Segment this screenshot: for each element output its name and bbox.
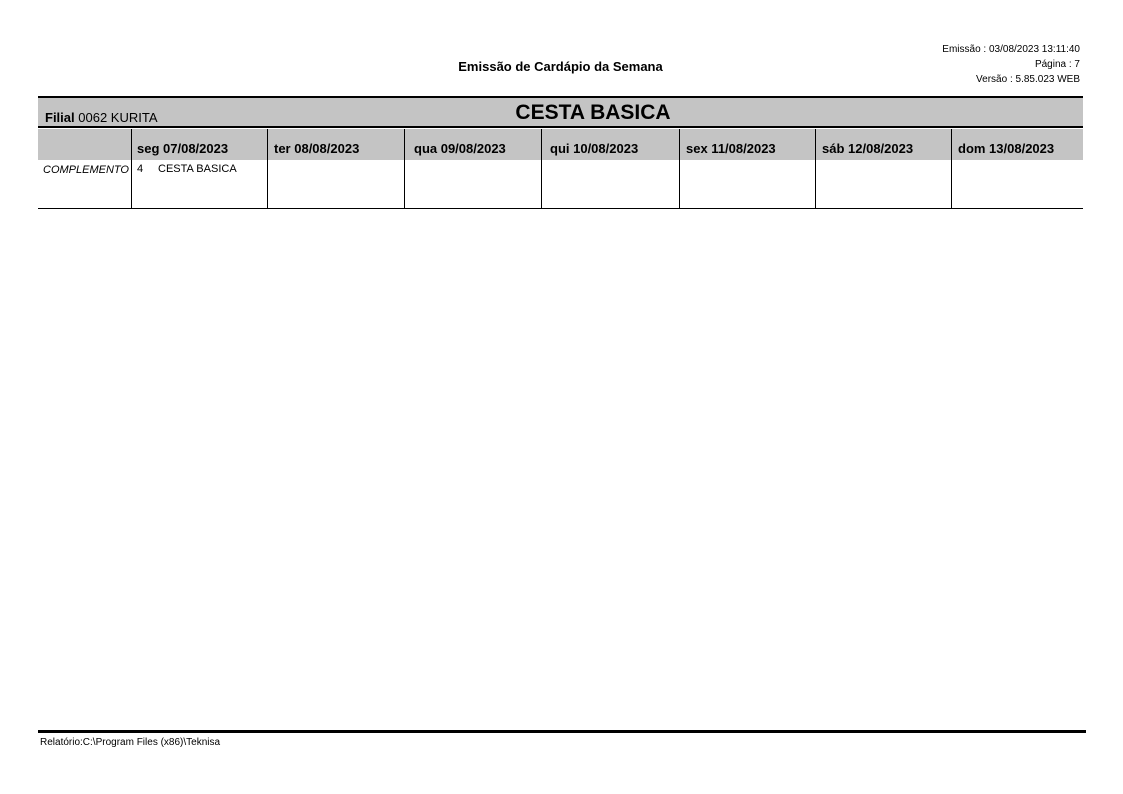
day-header-thu: qui 10/08/2023 bbox=[550, 141, 639, 156]
day-header-tue: ter 08/08/2023 bbox=[274, 141, 360, 156]
page-number: Página : 7 bbox=[1034, 59, 1080, 70]
report-path: Relatório:C:\Program Files (x86)\Teknisa bbox=[40, 737, 221, 748]
menu-name: CESTA BASICA bbox=[515, 101, 671, 124]
table-bottom-border bbox=[38, 208, 1083, 209]
version-label: Versão : 5.85.023 WEB bbox=[976, 74, 1080, 85]
emission-timestamp: Emissão : 03/08/2023 13:11:40 bbox=[942, 44, 1080, 55]
column-divider bbox=[815, 129, 816, 208]
column-divider bbox=[267, 129, 268, 208]
day-header-sat: sáb 12/08/2023 bbox=[822, 141, 914, 156]
day-header-fri: sex 11/08/2023 bbox=[686, 141, 776, 156]
footer-rule bbox=[38, 730, 1086, 733]
item-name: CESTA BASICA bbox=[158, 163, 237, 175]
column-divider bbox=[951, 129, 952, 208]
branch-label: Filial bbox=[45, 110, 75, 125]
column-divider bbox=[131, 129, 132, 208]
column-divider bbox=[541, 129, 542, 208]
report-title: Emissão de Cardápio da Semana bbox=[458, 59, 663, 74]
item-quantity: 4 bbox=[137, 163, 144, 175]
day-header-sun: dom 13/08/2023 bbox=[958, 141, 1055, 156]
day-header-mon: seg 07/08/2023 bbox=[137, 141, 229, 156]
column-divider bbox=[679, 129, 680, 208]
column-divider bbox=[404, 129, 405, 208]
branch-value: 0062 KURITA bbox=[78, 110, 158, 125]
row-label-complemento: COMPLEMENTO bbox=[43, 164, 129, 176]
day-header-wed: qua 09/08/2023 bbox=[414, 141, 506, 156]
